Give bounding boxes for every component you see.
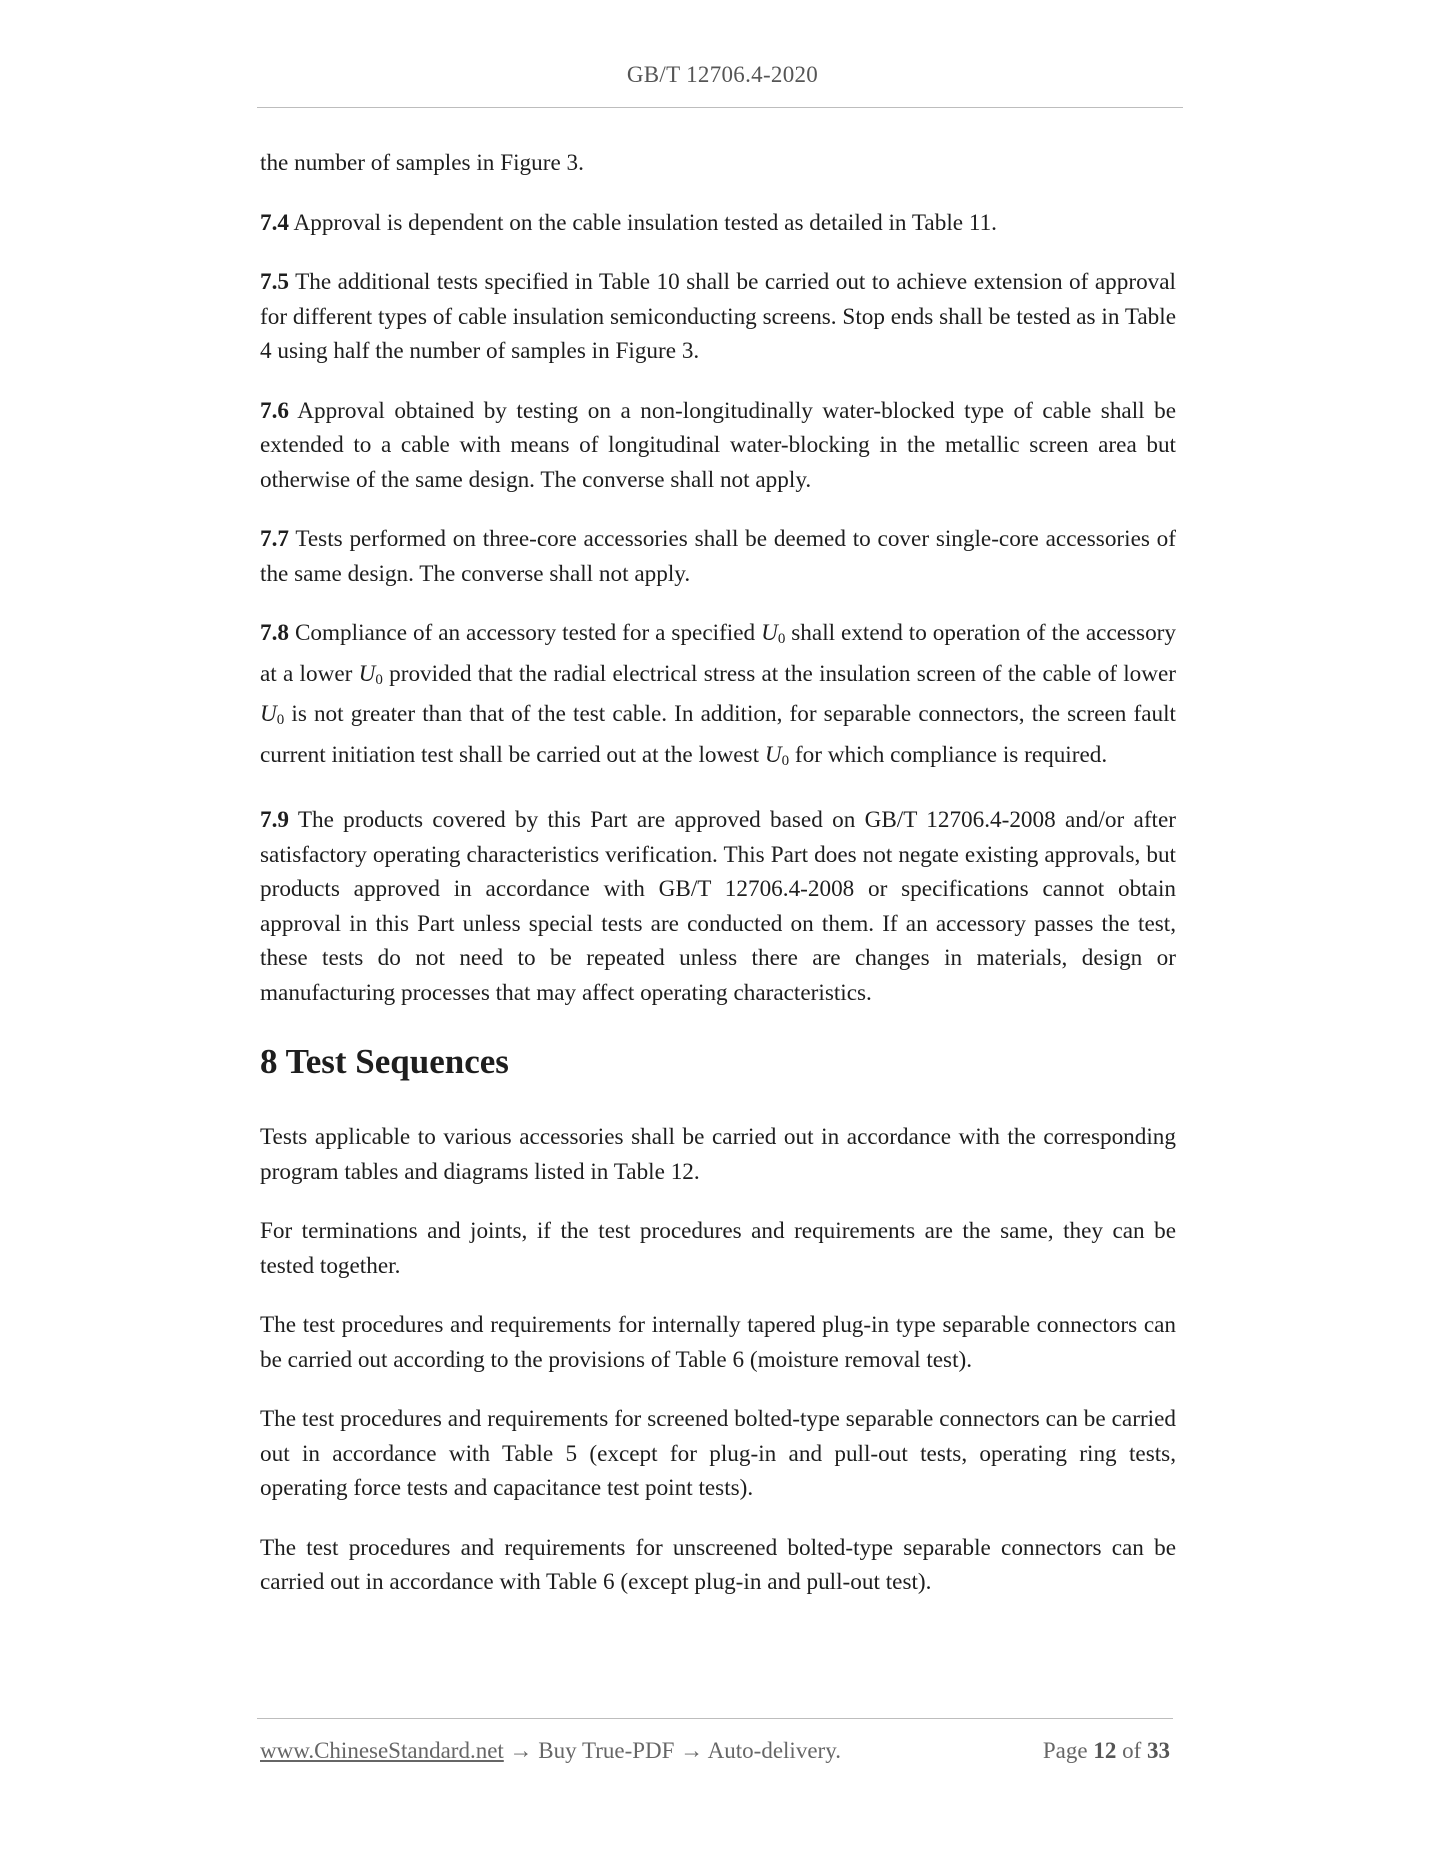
clause-7-7 bbox=[260, 522, 1176, 591]
site-link[interactable]: www.ChineseStandard.net bbox=[260, 1738, 504, 1763]
u0-symbol: $U_0$ bbox=[260, 701, 285, 728]
clause-number: 7.9 bbox=[260, 807, 289, 833]
header-rule bbox=[257, 107, 1183, 108]
clause-text: provided that the radial electrical stress at the insulation screen of the cable of lower bbox=[382, 660, 1176, 687]
clause-7-5 bbox=[260, 265, 1176, 369]
clause-text: Compliance of an accessory tested for a specified bbox=[288, 620, 762, 646]
u0-symbol: $U_0$ bbox=[761, 620, 786, 647]
footer bbox=[260, 1738, 1170, 1764]
arrow-icon: → bbox=[503, 1738, 539, 1763]
clause-7-6 bbox=[260, 394, 1176, 498]
section-title: 8 Test Sequences bbox=[260, 1042, 509, 1081]
page-indicator: Page 12 of 33 bbox=[1042, 1738, 1170, 1763]
clause-7-4 bbox=[260, 206, 1176, 241]
header-doc-id: GB/T 12706.4-2020 bbox=[626, 62, 819, 87]
buy-link[interactable]: Buy True-PDF bbox=[538, 1738, 675, 1763]
section-paragraph: The test procedures and requirements for unscreened bolted-type separable connectors can be carried out in accordance with Table 6 (except plug-in and pull-out test). bbox=[260, 1534, 1176, 1595]
u0-symbol: $U_0$ bbox=[358, 660, 383, 688]
continuation-text: the number of samples in Figure 3. bbox=[260, 150, 584, 176]
clause-number: 7.5 bbox=[260, 269, 289, 295]
clause-text: is not greater than that of the test cable. In addition, for separable connectors, the screen fault current initiation test shall be carried out at the lowest bbox=[260, 701, 1176, 768]
clause-number: 7.8 bbox=[260, 620, 289, 646]
delivery-text: Auto-delivery. bbox=[707, 1738, 841, 1763]
page-number: 12 bbox=[1093, 1738, 1117, 1763]
clause-text: for which compliance is required. bbox=[789, 741, 1108, 768]
clause-text: Approval is dependent on the cable insulation tested as detailed in Table 11. bbox=[288, 209, 997, 236]
page-total: 33 bbox=[1147, 1738, 1170, 1763]
clause-number: 7.6 bbox=[260, 397, 289, 424]
clause-text: Tests performed on three-core accessories shall be deemed to cover single-core accessories of the same design. The converse shall not apply. bbox=[260, 526, 1176, 587]
clause-number: 7.4 bbox=[260, 209, 289, 236]
footer-rule bbox=[257, 1718, 1173, 1719]
section-paragraph: Tests applicable to various accessories shall be carried out in accordance with the corresponding program tables and diagrams listed in Table 12. bbox=[260, 1124, 1176, 1185]
clause-text: The additional tests specified in Table 10 shall be carried out to achieve extension of approval for different types of cable insulation semiconducting screens. Stop ends shall be tested as in Table 4 using half the number of samples in Figure 3. bbox=[260, 269, 1176, 364]
clause-7-8 bbox=[260, 616, 1176, 778]
page-content bbox=[260, 146, 1176, 1625]
clause-text: shall extend to operation of the accessory at a lower bbox=[260, 620, 1176, 687]
section-paragraph: The test procedures and requirements for screened bolted-type separable connectors can be carried out in accordance with Table 5 (except for plug-in and pull-out tests, operating ring tests, operating force tests and capacitance test point tests). bbox=[260, 1406, 1176, 1501]
section-paragraph: For terminations and joints, if the test procedures and requirements are the same, they can be tested together. bbox=[260, 1218, 1176, 1279]
section-paragraph: The test procedures and requirements for internally tapered plug-in type separable connectors can be carried out according to the provisions of Table 6 (moisture removal test). bbox=[260, 1312, 1176, 1373]
u0-symbol: $U_0$ bbox=[764, 741, 790, 769]
arrow-icon: → bbox=[674, 1738, 708, 1763]
clause-text: Approval obtained by testing on a non-longitudinally water-blocked type of cable shall be extended to a cable with means of longitudinal water-blocking in the metallic screen area but otherwise of the same design. The converse shall not apply. bbox=[260, 397, 1176, 493]
clause-7-9 bbox=[260, 803, 1176, 1010]
clause-text: The products covered by this Part are approved based on GB/T 12706.4-2008 and/or after satisfactory operating characteristics verification. This Part does not negate existing approvals, but products approved in accordance with GB/T 12706.4-2008 or specifications cannot obtain approval in this Part unless special tests are conducted on them. If an accessory passes the test, these tests do not need to be repeated unless there are changes in materials, design or manufacturing processes that may affect operating characteristics. bbox=[260, 807, 1176, 1006]
clause-number: 7.7 bbox=[260, 526, 289, 552]
